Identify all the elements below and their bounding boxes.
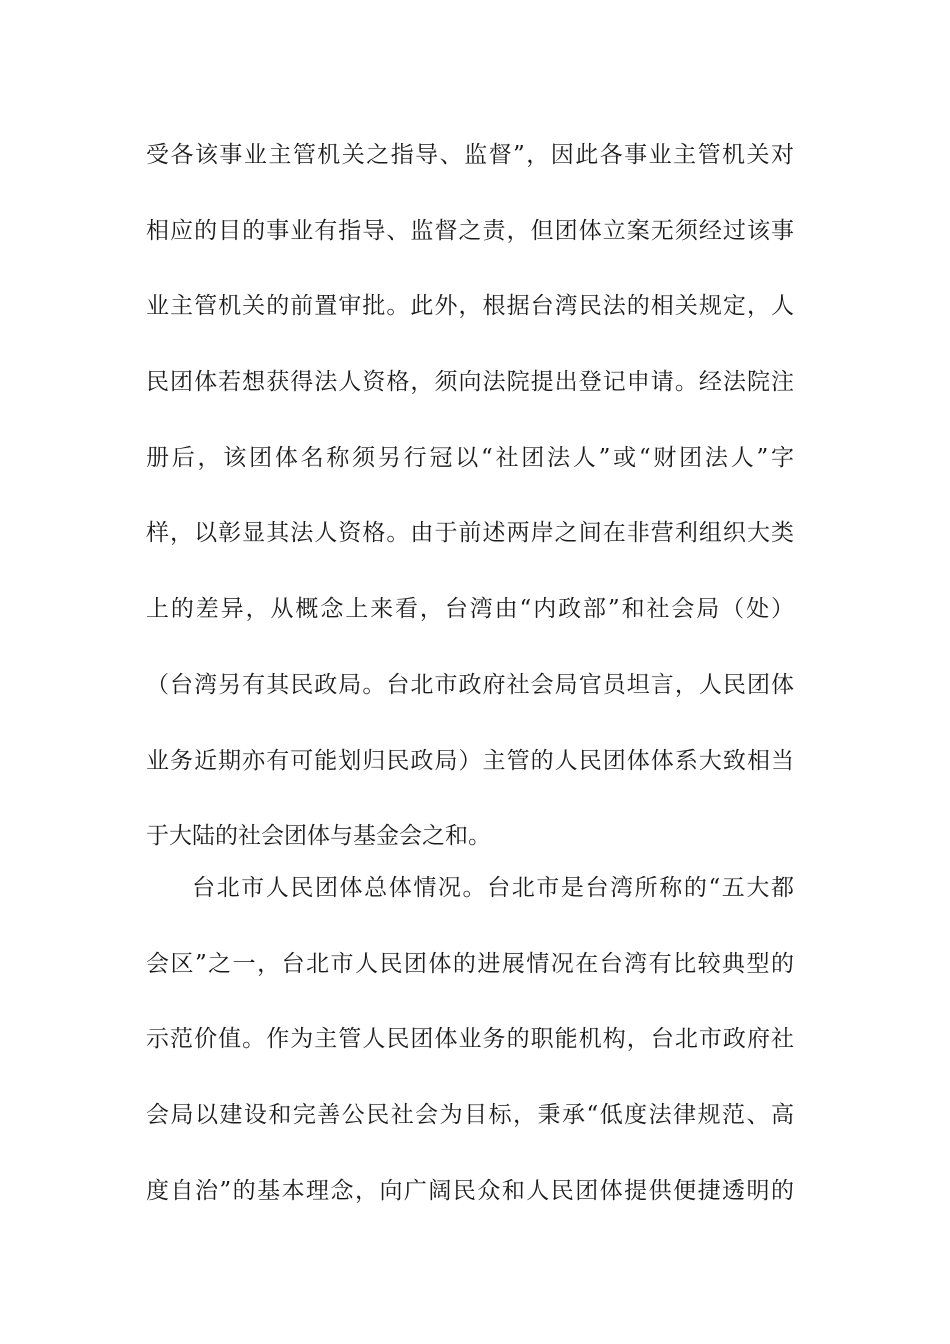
text-line: （台湾另有其民政局。台北市政府社会局官员坦言，人民团体 [146,671,794,698]
text-line: 台北市人民团体总体情况。台北市是台湾所称的“五大都 [192,875,794,901]
text-line: 会局以建设和完善公民社会为目标，秉承“低度法律规范、高 [146,1102,794,1129]
text-line: 相应的目的事业有指导、监督之责，但团体立案无须经过该事 [146,217,794,244]
text-line: 业务近期亦有可能划归民政局）主管的人民团体体系大致相当 [146,747,794,774]
paragraph-1 [146,118,794,875]
text-line: 民团体若想获得法人资格，须向法院提出登记申请。经法院注 [146,369,794,396]
paragraph-2 [146,851,794,1229]
text-line: 样，以彰显其法人资格。由于前述两岸之间在非营利组织大类 [146,520,794,547]
text-line: 上的差异，从概念上来看，台湾由“内政部”和社会局（处） [146,596,794,623]
text-line: 业主管机关的前置审批。此外，根据台湾民法的相关规定，人 [146,293,794,320]
text-line: 度自治”的基本理念，向广阔民众和人民团体提供便捷透明的 [146,1177,794,1204]
text-line: 示范价值。作为主管人民团体业务的职能机构，台北市政府社 [146,1026,794,1053]
text-line: 册后，该团体名称须另行冠以“社团法人”或“财团法人”字 [146,444,794,471]
text-line: 于大陆的社会团体与基金会之和。 [146,823,491,850]
text-line: 受各该事业主管机关之指导、监督”，因此各事业主管机关对 [146,142,794,168]
text-line: 会区”之一，台北市人民团体的进展情况在台湾有比较典型的 [146,950,794,977]
